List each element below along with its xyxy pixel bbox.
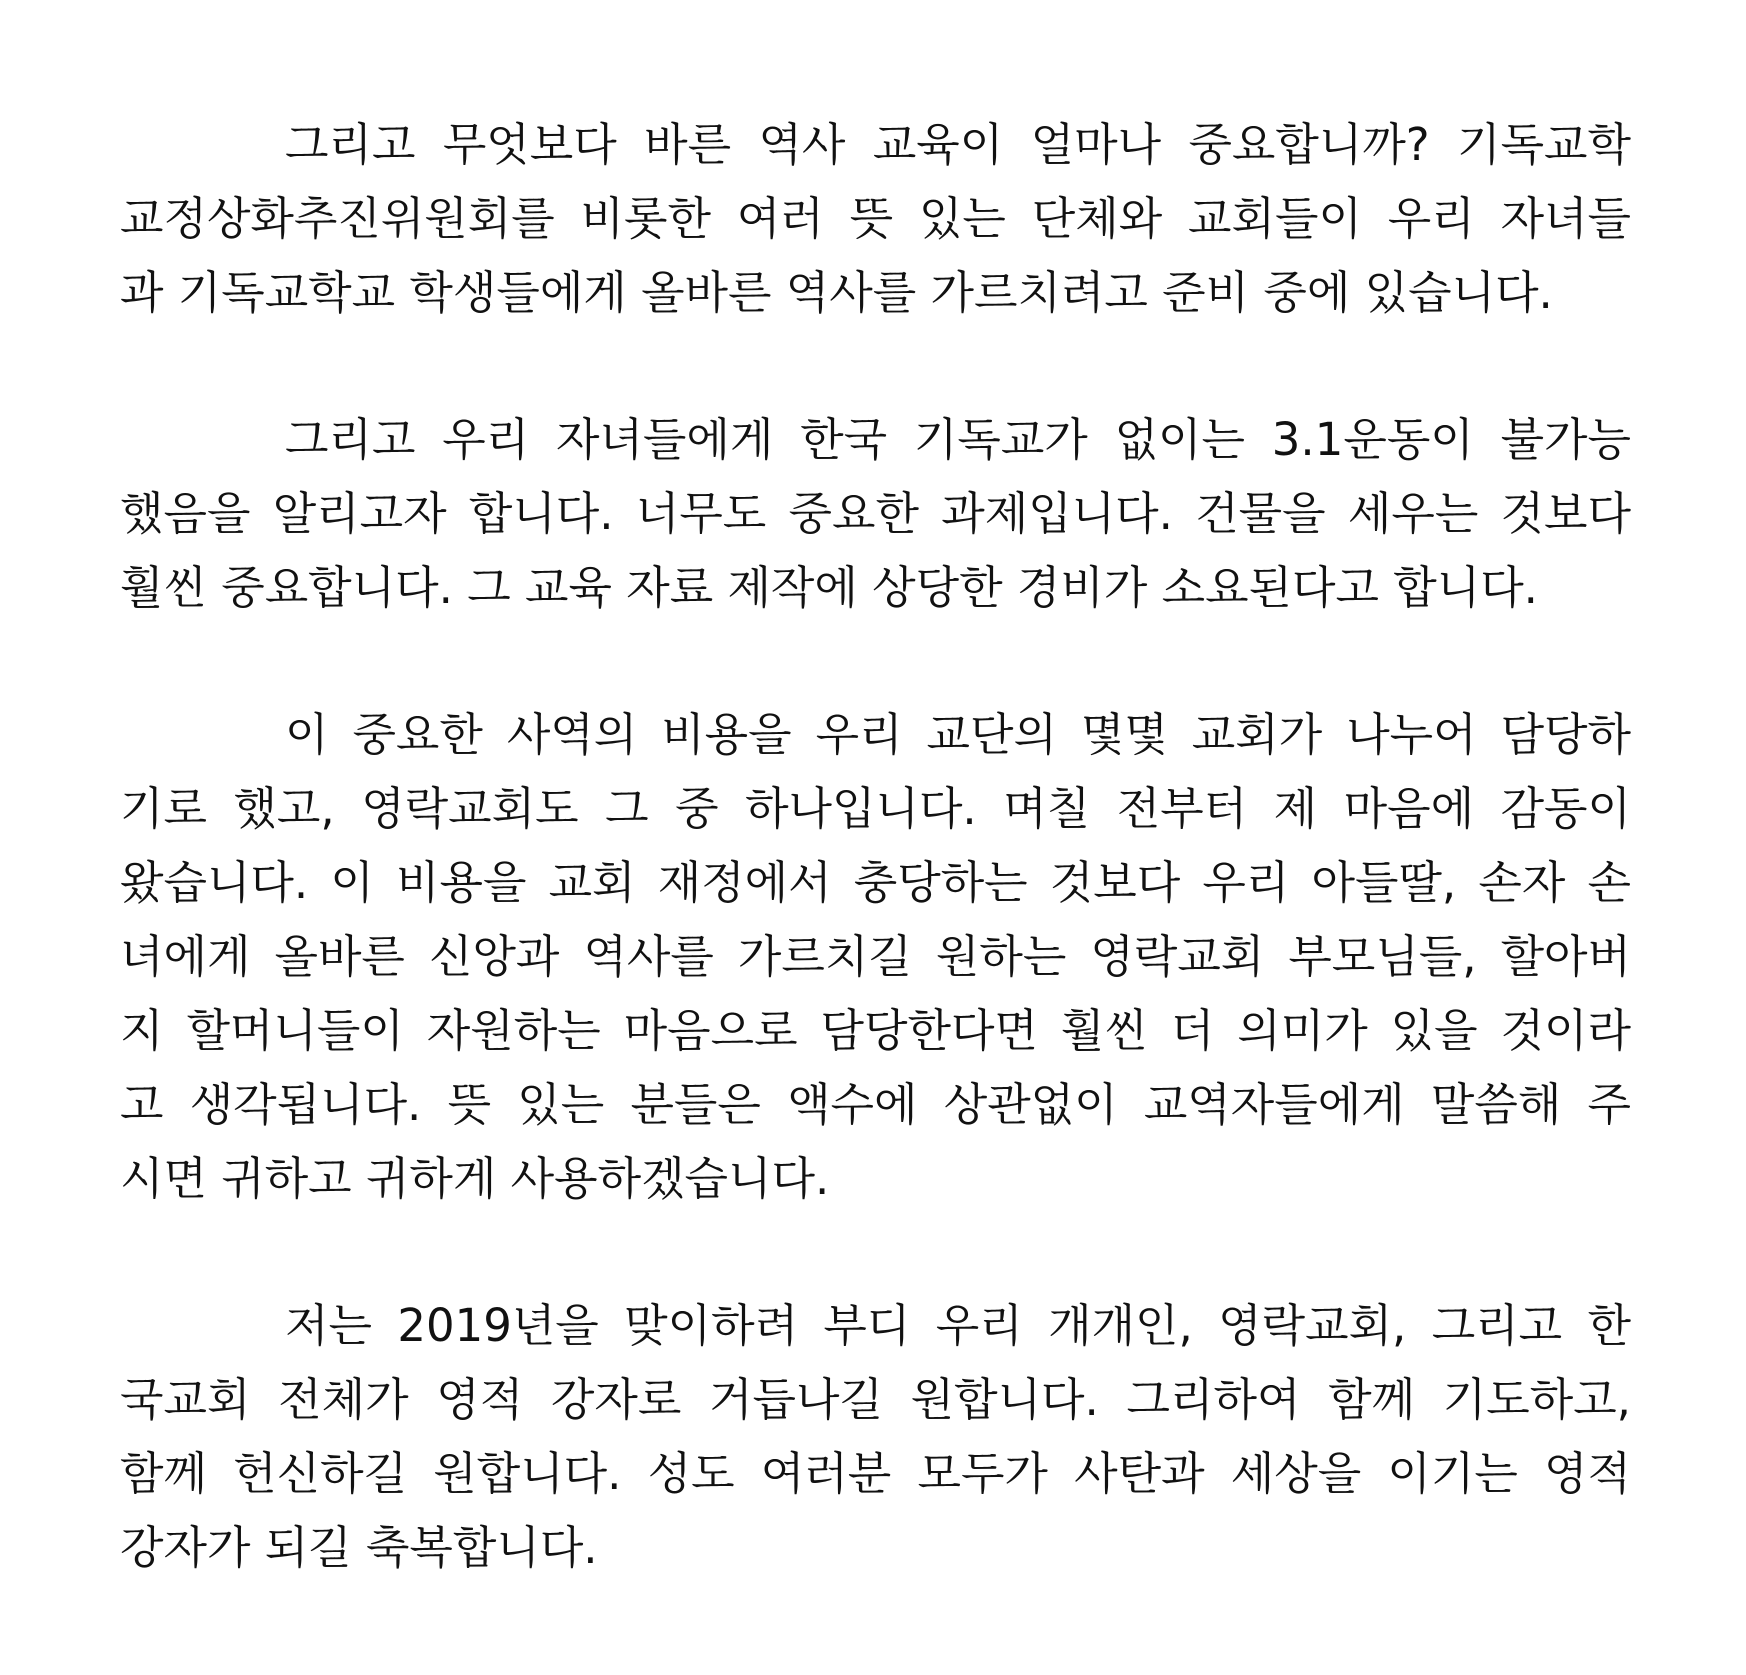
text-line: 함께 헌신하길 원합니다. 성도 여러분 모두가 사탄과 세상을 이기는 영적 [120,1447,1631,1500]
paragraph-3 [120,698,1631,1216]
text-line: 저는 2019년을 맞이하려 부디 우리 개개인, 영락교회, 그리고 한 [285,1299,1631,1352]
text-line: 기로 했고, 영락교회도 그 중 하나입니다. 며칠 전부터 제 마음에 감동이 [120,782,1631,835]
text-line: 그리고 우리 자녀들에게 한국 기독교가 없이는 3.1운동이 불가능 [285,413,1631,466]
text-line: 고 생각됩니다. 뜻 있는 분들은 액수에 상관없이 교역자들에게 말씀해 주 [120,1078,1631,1131]
text-line: 국교회 전체가 영적 강자로 거듭나길 원합니다. 그리하여 함께 기도하고, [120,1373,1631,1426]
text-line: 그리고 무엇보다 바른 역사 교육이 얼마나 중요합니까? 기독교학 [285,118,1631,171]
text-line: 시면 귀하고 귀하게 사용하겠습니다. [120,1152,830,1205]
text-line: 녀에게 올바른 신앙과 역사를 가르치길 원하는 영락교회 부모님들, 할아버 [120,930,1631,983]
text-line: 이 중요한 사역의 비용을 우리 교단의 몇몇 교회가 나누어 담당하 [285,708,1631,761]
text-line: 지 할머니들이 자원하는 마음으로 담당한다면 훨씬 더 의미가 있을 것이라 [120,1004,1631,1057]
text-line: 과 기독교학교 학생들에게 올바른 역사를 가르치려고 준비 중에 있습니다. [120,266,1553,319]
document-body [120,108,1631,1658]
text-line: 훨씬 중요합니다. 그 교육 자료 제작에 상당한 경비가 소요된다고 합니다. [120,561,1538,614]
text-line: 왔습니다. 이 비용을 교회 재정에서 충당하는 것보다 우리 아들딸, 손자 손 [120,856,1631,909]
text-line: 교정상화추진위원회를 비롯한 여러 뜻 있는 단체와 교회들이 우리 자녀들 [120,192,1631,245]
text-line: 했음을 알리고자 합니다. 너무도 중요한 과제입니다. 건물을 세우는 것보다 [120,487,1631,540]
text-line: 강자가 되길 축복합니다. [120,1521,598,1574]
paragraph-1 [120,108,1631,330]
paragraph-4 [120,1289,1631,1585]
paragraph-2 [120,403,1631,625]
